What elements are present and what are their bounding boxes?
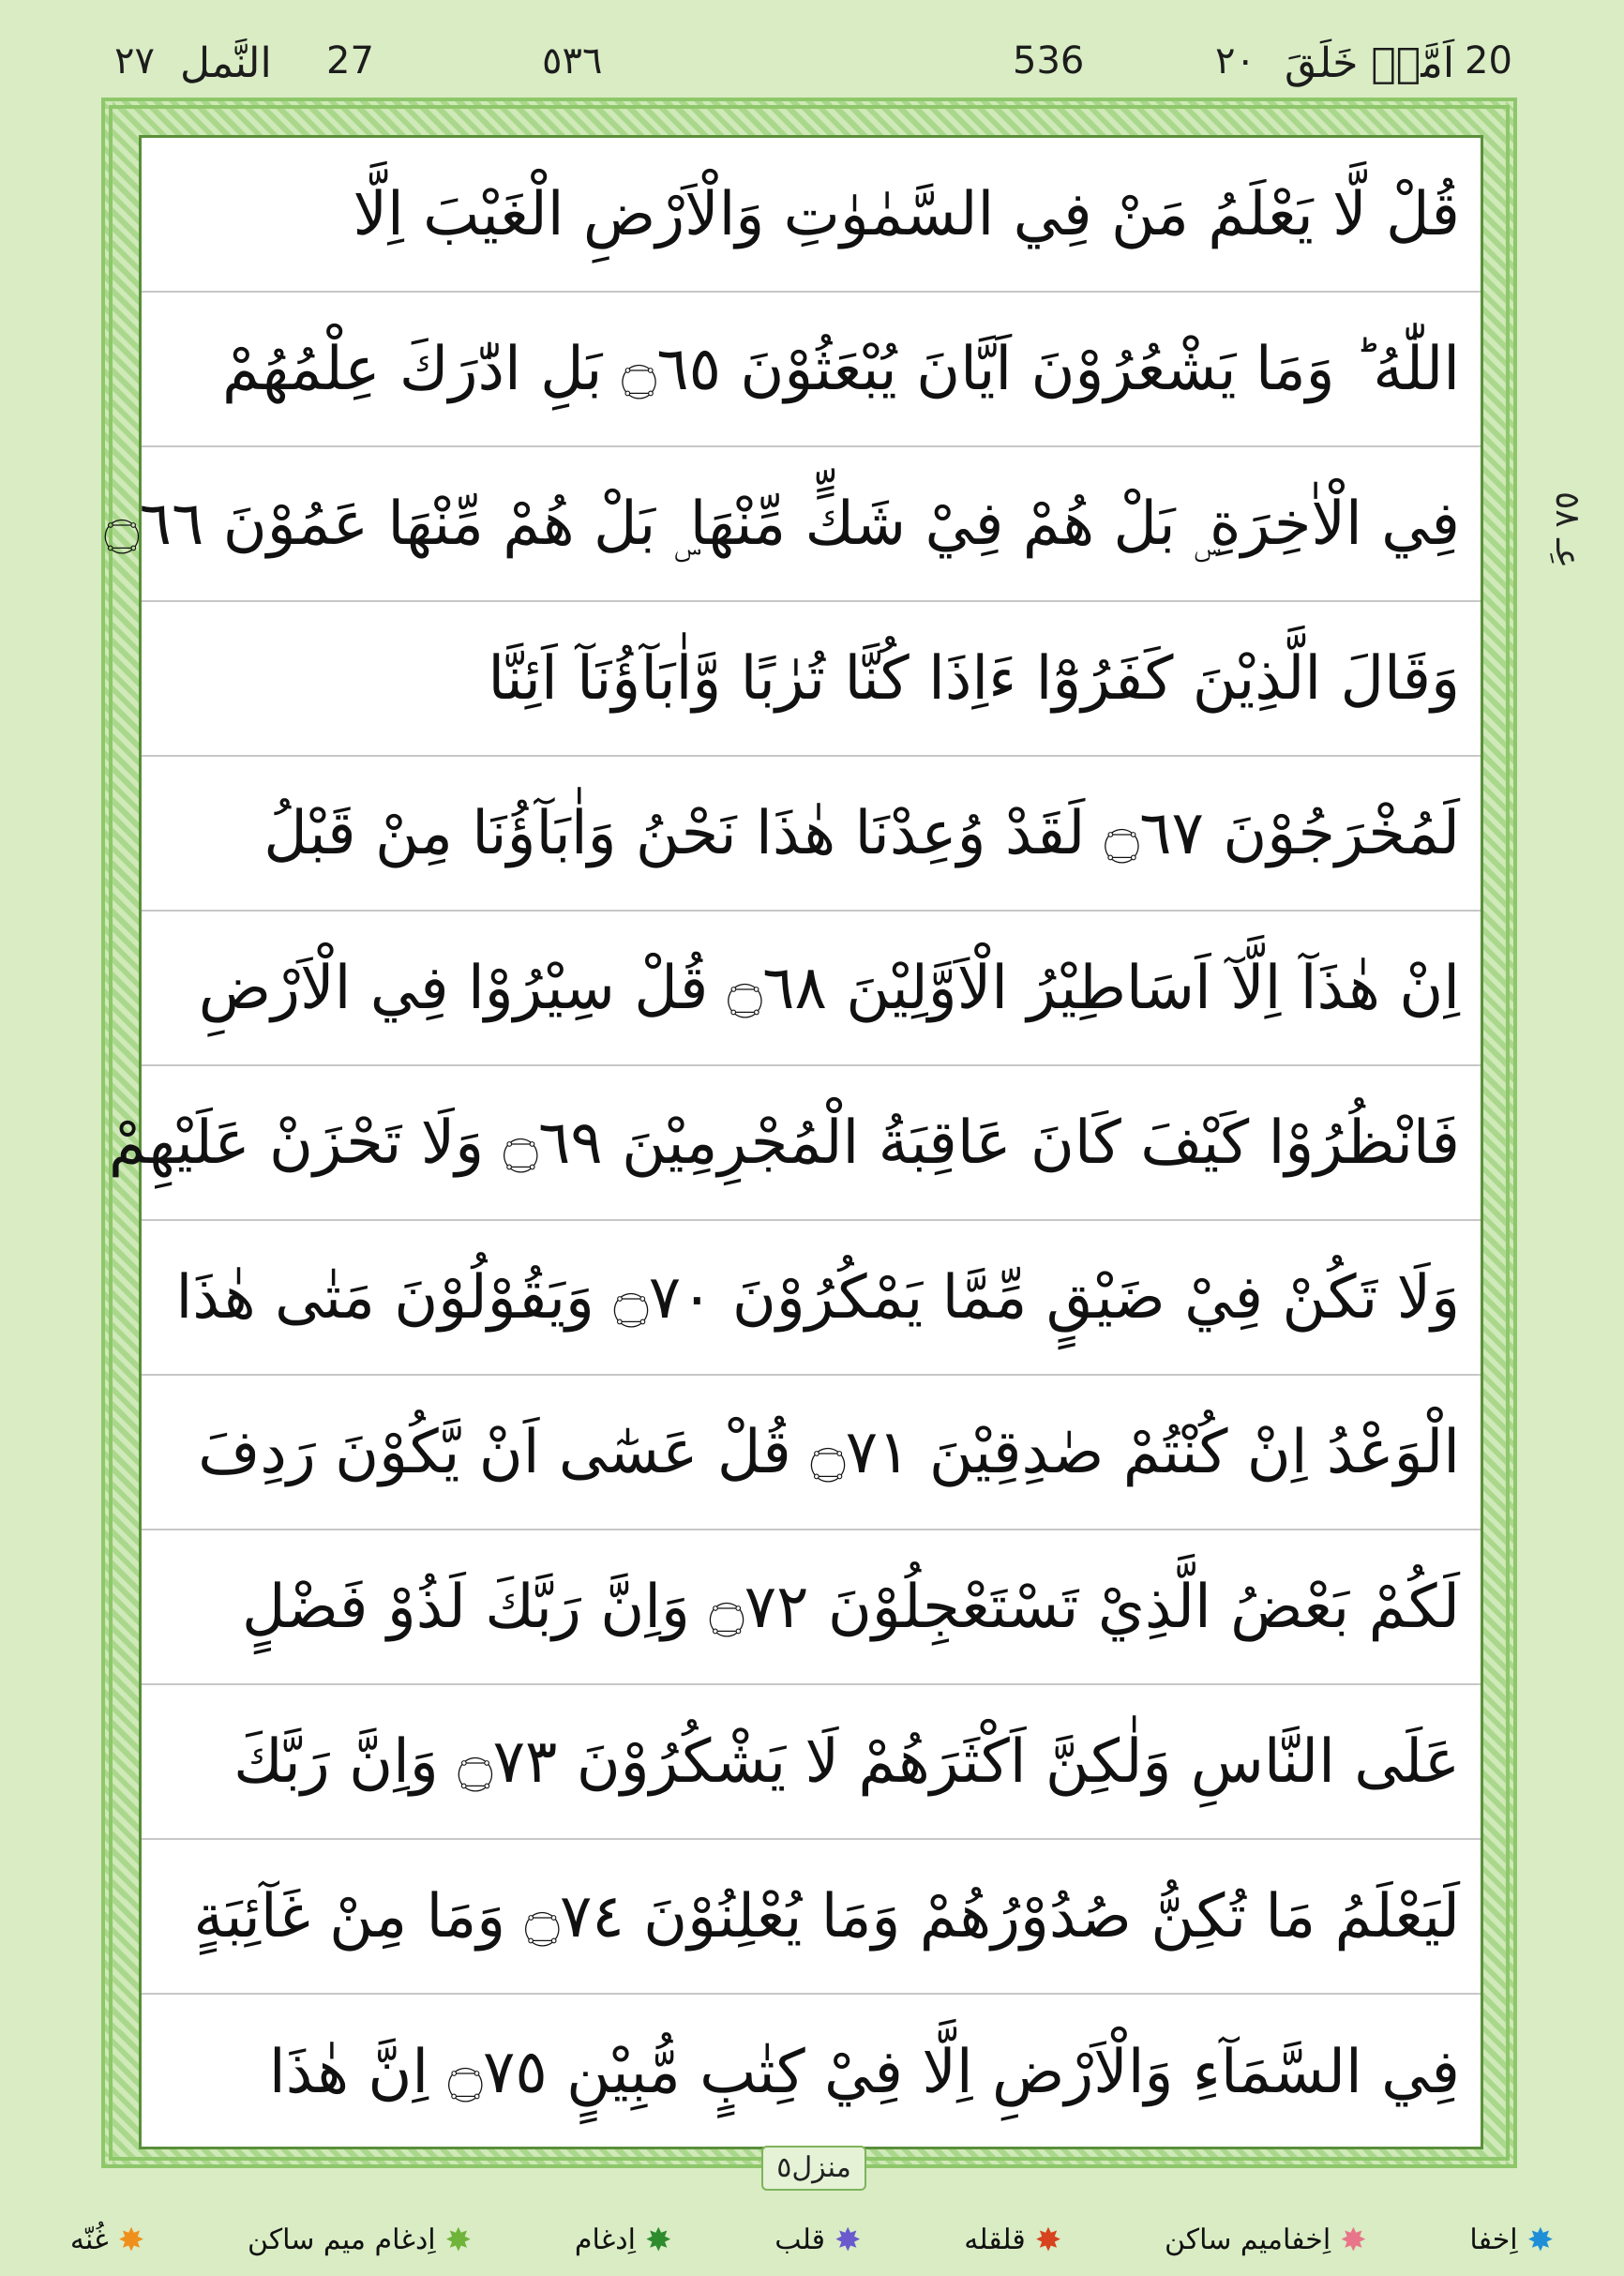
juz-number-arabic: ٢٠ [1215, 39, 1256, 83]
tajweed-legend [0, 2204, 1624, 2276]
legend-item [69, 2221, 145, 2259]
flower-icon: ✸ [645, 2221, 672, 2259]
text-line-3: فِي الْاٰخِرَةِ ۣ بَلْ هُمْ فِيْ شَكٍّ مِّنْهَا ۣ بَلْ هُمْ مِّنْهَا عَمُوْنَ ۝٦٦ [142, 447, 1481, 602]
text-line-2: اللّٰهُ ؕ وَمَا يَشْعُرُوْنَ اَيَّانَ يُبْعَثُوْنَ ۝٦٥ بَلِ ادّٰرَكَ عِلْمُهُمْ [142, 293, 1481, 447]
legend-item [1469, 2221, 1555, 2259]
juz-number: 20 [1465, 39, 1512, 83]
text-line-10: لَكُمْ بَعْضُ الَّذِيْ تَسْتَعْجِلُوْنَ ۝٧٢ وَاِنَّ رَبَّكَ لَذُوْ فَضْلٍ [142, 1530, 1481, 1685]
legend-item [964, 2221, 1062, 2259]
text-line-12: لَيَعْلَمُ مَا تُكِنُّ صُدُوْرُهُمْ وَمَا يُعْلِنُوْنَ ۝٧٤ وَمَا مِنْ غَآئِبَةٍ [142, 1840, 1481, 1995]
text-line-7: فَانْظُرُوْا كَيْفَ كَانَ عَاقِبَةُ الْمُجْرِمِيْنَ ۝٦٩ وَلَا تَحْزَنْ عَلَيْهِمْ [142, 1066, 1481, 1221]
surah-number: 27 [326, 39, 374, 83]
page-header [0, 0, 1624, 94]
flower-icon: ✸ [1034, 2221, 1062, 2259]
quran-text-page [104, 135, 1483, 2149]
flower-icon: ✸ [117, 2221, 145, 2259]
legend-label: غُنّه [69, 2223, 109, 2256]
surah-number-arabic: ٢٧ [114, 39, 155, 83]
legend-item [247, 2221, 473, 2259]
juz-name: اَمَّنۡ خَلَقَ [1285, 39, 1455, 87]
ruku-marker: عِـ ٥٨ [1548, 490, 1586, 569]
legend-label: قلب [774, 2223, 825, 2256]
text-line-8: وَلَا تَكُنْ فِيْ ضَيْقٍ مِّمَّا يَمْكُرُوْنَ ۝٧٠ وَيَقُوْلُوْنَ مَتٰى هٰذَا [142, 1221, 1481, 1376]
legend-label: اِدغام [574, 2223, 636, 2256]
legend-label: قلقله [964, 2223, 1026, 2256]
text-line-6: اِنْ هٰذَآ اِلَّآ اَسَاطِيْرُ الْاَوَّلِيْنَ ۝٦٨ قُلْ سِيْرُوْا فِي الْاَرْضِ [142, 912, 1481, 1066]
flower-icon: ✸ [444, 2221, 473, 2259]
flower-icon: ✸ [834, 2221, 862, 2259]
page-number: 536 [1013, 39, 1085, 83]
text-line-5: لَمُخْرَجُوْنَ ۝٦٧ لَقَدْ وُعِدْنَا هٰذَا نَحْنُ وَاٰبَآؤُنَا مِنْ قَبْلُ [142, 757, 1481, 912]
legend-item [774, 2221, 862, 2259]
text-line-11: عَلَى النَّاسِ وَلٰكِنَّ اَكْثَرَهُمْ لَا يَشْكُرُوْنَ ۝٧٣ وَاِنَّ رَبَّكَ [142, 1685, 1481, 1840]
text-line-4: وَقَالَ الَّذِيْنَ كَفَرُوْٓا ءَاِذَا كُنَّا تُرٰبًا وَّاٰبَآؤُنَآ اَئِنَّا [142, 602, 1481, 757]
text-line-13: فِي السَّمَآءِ وَالْاَرْضِ اِلَّا فِيْ كِتٰبٍ مُّبِيْنٍ ۝٧٥ اِنَّ هٰذَا [268, 2038, 1460, 2107]
legend-label: اِدغام میم ساکن [247, 2223, 436, 2256]
flower-icon: ✸ [1340, 2221, 1367, 2259]
flower-icon: ✸ [1526, 2221, 1555, 2259]
legend-item [574, 2221, 672, 2259]
legend-label: اِخفا [1469, 2223, 1518, 2256]
manzil-marker: منزل٥ [761, 2146, 866, 2191]
surah-name: النَّمل [180, 39, 272, 87]
legend-label: اِخفامیم ساکن [1164, 2223, 1331, 2256]
page-number-arabic: ٥٣٦ [542, 39, 603, 83]
legend-item [1164, 2221, 1367, 2259]
text-line-1: قُلْ لَّا يَعْلَمُ مَنْ فِي السَّمٰوٰتِ وَالْاَرْضِ الْغَيْبَ اِلَّا [142, 138, 1481, 293]
text-line-9: الْوَعْدُ اِنْ كُنْتُمْ صٰدِقِيْنَ ۝٧١ قُلْ عَسٰٓى اَنْ يَّكُوْنَ رَدِفَ [142, 1376, 1481, 1530]
